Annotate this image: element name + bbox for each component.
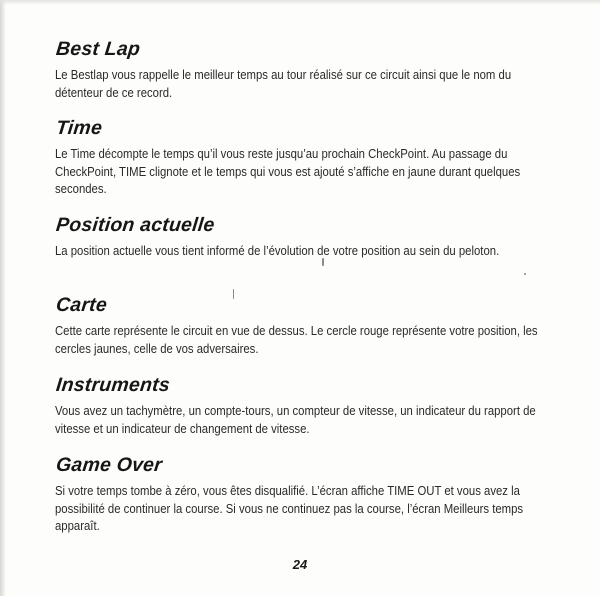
scan-speck (524, 273, 526, 275)
scan-speck (233, 289, 234, 299)
section-text-position-actuelle: La position actuelle vous tient informé de l’évolution de votre position au sein du peloton. (55, 244, 500, 258)
section-text-carte: Cette carte représente le circuit en vue de dessus. Le cercle rouge représente votre position, les cercles jaunes, celle de vos adversaires. (55, 324, 538, 356)
section-heading-best-lap: Best Lap (55, 38, 142, 60)
scan-speck (322, 258, 324, 266)
section-position-actuelle (55, 214, 565, 261)
section-text-best-lap: Le Bestlap vous rappelle le meilleur temps au tour réalisé sur ce circuit ainsi que le nom du détenteur de ce record. (55, 68, 512, 100)
section-time (55, 117, 565, 199)
page-number: 24 (292, 557, 308, 572)
section-game-over (55, 454, 565, 536)
section-heading-position-actuelle: Position actuelle (55, 214, 216, 236)
section-carte (55, 294, 565, 358)
section-text-time: Le Time décompte le temps qu’il vous reste jusqu’au prochain CheckPoint. Au passage du CheckPoint, TIME clignote et le temps qui vous est ajouté s’affiche en jaune durant quelques secondes. (55, 147, 521, 196)
section-best-lap (55, 38, 565, 102)
section-heading-game-over: Game Over (55, 454, 164, 476)
section-heading-carte: Carte (55, 294, 109, 316)
section-instruments (55, 374, 565, 438)
section-text-instruments: Vous avez un tachymètre, un compte-tours, un compteur de vitesse, un indicateur du rapport de vitesse et un indicateur de changement de vitesse. (55, 404, 536, 436)
section-heading-instruments: Instruments (55, 374, 172, 396)
section-heading-time: Time (55, 117, 104, 139)
section-text-game-over: Si votre temps tombe à zéro, vous êtes disqualifié. L’écran affiche TIME OUT et vous avez la possibilité de continuer la course. Si vous ne continuez pas la course, l’écran Meilleurs temps apparaît. (55, 484, 524, 533)
